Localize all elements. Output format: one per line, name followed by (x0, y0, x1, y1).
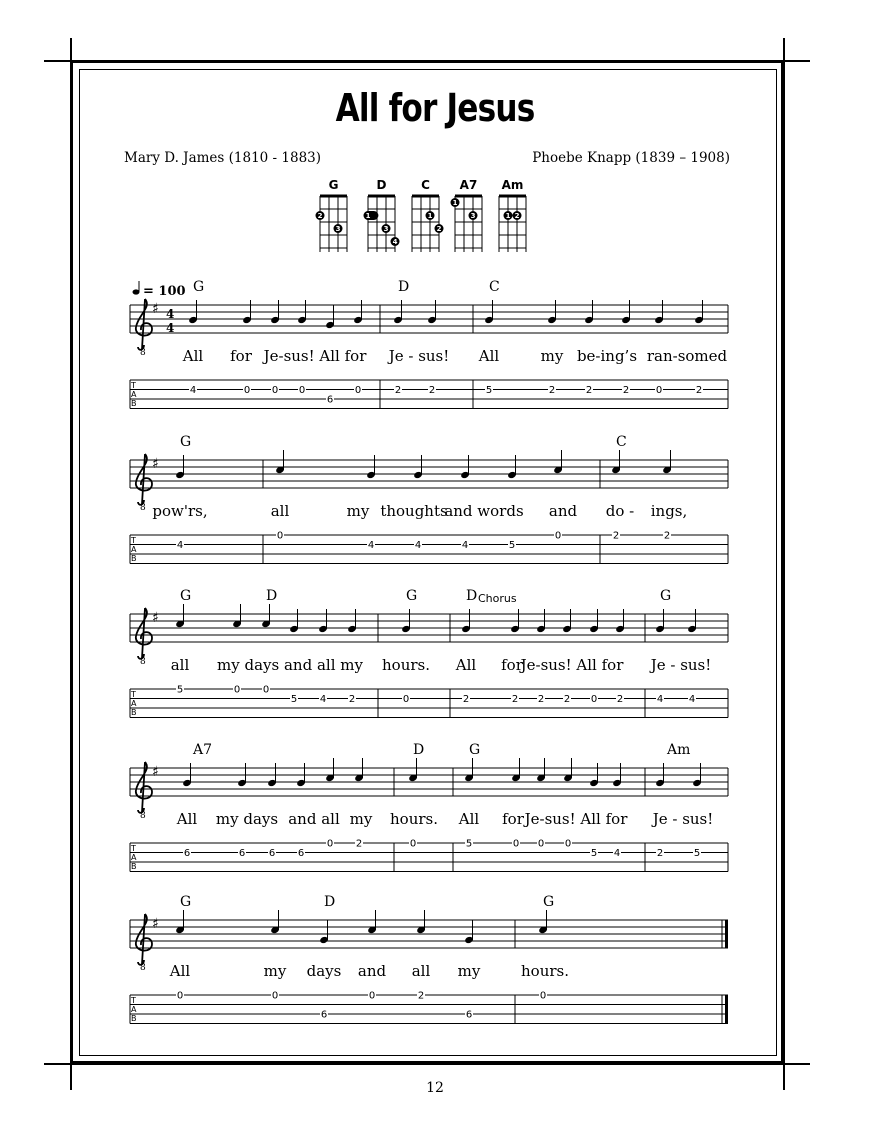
chord-symbol: G (406, 588, 418, 604)
key-signature-sharp: ♯ (152, 764, 159, 780)
tab-number: 2 (585, 385, 593, 396)
octave-8: 8 (140, 963, 146, 973)
tab-number: 0 (655, 385, 663, 396)
lyric-syllable: and (548, 502, 578, 520)
lyric-syllable: days (306, 962, 342, 980)
lyric-syllable: do - (605, 502, 635, 520)
chord-diagram-name: C (421, 178, 430, 192)
octave-8: 8 (140, 811, 146, 821)
chord-symbol: D (398, 279, 410, 295)
lyric-syllable: all (170, 656, 190, 674)
lyric-syllable: All (455, 656, 477, 674)
tab-number: 4 (189, 385, 197, 396)
treble-clef (136, 762, 152, 813)
lyricist-credit: Mary D. James (1810 - 1883) (124, 150, 322, 166)
tab-number: 6 (465, 1009, 473, 1021)
tab-number: 0 (243, 385, 251, 396)
chord-diagram-name: Am (501, 178, 524, 192)
tab-number: 0 (271, 990, 279, 1002)
tab-number: 4 (688, 694, 696, 705)
chord-symbol: D (466, 588, 478, 604)
tab-number: 2 (511, 694, 519, 705)
time-sig-bottom: 4 (166, 321, 175, 335)
diagram-finger-number: 1 (452, 199, 458, 207)
lyric-syllable: All (176, 810, 198, 828)
key-signature-sharp: ♯ (152, 610, 159, 626)
tab-number: 6 (183, 848, 191, 859)
lyric-syllable: and (357, 962, 387, 980)
chord-symbol: G (469, 742, 481, 758)
tab-number: 2 (616, 694, 624, 705)
tab-number: 0 (537, 838, 545, 850)
treble-clef (136, 454, 152, 505)
tab-number: 2 (417, 990, 425, 1002)
chord-diagram-name: A7 (459, 178, 478, 192)
diagram-finger-number: 2 (514, 212, 520, 220)
key-signature-sharp: ♯ (152, 916, 159, 932)
lyric-syllable: hours. (382, 656, 430, 674)
lyric-syllable: All (478, 347, 500, 365)
tab-number: 2 (394, 385, 402, 396)
lyric-syllable: my (349, 810, 373, 828)
tab-number: 0 (276, 530, 284, 542)
tab-clef-letter: B (131, 554, 137, 563)
tab-number: 0 (564, 838, 572, 850)
tab-number: 0 (271, 385, 279, 396)
tempo-note-head (133, 289, 140, 294)
tab-number: 4 (656, 694, 664, 705)
tab-number: 0 (554, 530, 562, 542)
tab-number: 4 (319, 694, 327, 705)
tab-number: 0 (409, 838, 417, 850)
chord-symbol: D (413, 742, 425, 758)
tab-clef-letter: A (131, 853, 137, 862)
tab-final-thick (725, 995, 728, 1024)
lyric-syllable: Je - sus! (650, 656, 712, 674)
chord-symbol: D (266, 588, 278, 604)
tab-number: 6 (268, 848, 276, 859)
treble-clef (136, 608, 152, 659)
song-title: All for Jesus (335, 86, 535, 130)
time-sig-top: 4 (166, 307, 175, 321)
tab-clef-letter: A (131, 390, 137, 399)
tab-number: 2 (355, 838, 363, 850)
chord-diagram-name: G (328, 178, 339, 192)
lyric-syllable: and all (288, 810, 340, 828)
lyric-syllable: Je - sus! (388, 347, 450, 365)
lyric-syllable: Je-sus! All for (524, 810, 628, 828)
tab-number: 6 (320, 1009, 328, 1021)
chord-symbol: D (324, 894, 336, 910)
page-number: 12 (426, 1080, 444, 1096)
tab-clef-letter: A (131, 545, 137, 554)
composer-credit: Phoebe Knapp (1839 – 1908) (532, 150, 730, 166)
diagram-finger-number: 3 (470, 212, 476, 220)
tab-number: 0 (176, 990, 184, 1002)
tab-number: 5 (693, 848, 701, 859)
octave-8: 8 (140, 348, 146, 358)
lyric-syllable: thoughts (380, 502, 448, 520)
lyric-syllable: for (502, 810, 524, 828)
treble-clef (136, 299, 152, 350)
tab-number: 4 (414, 540, 422, 551)
tab-clef-letter: T (131, 690, 136, 699)
diagram-finger-number: 1 (505, 212, 511, 220)
lyric-syllable: my (540, 347, 564, 365)
tab-number: 5 (176, 684, 184, 696)
tab-number: 2 (462, 694, 470, 705)
tab-number: 0 (402, 694, 410, 705)
tab-clef-letter: B (131, 1014, 137, 1023)
lyric-syllable: Je-sus! All for (263, 347, 367, 365)
tab-number: 2 (428, 385, 436, 396)
tab-number: 0 (539, 990, 547, 1002)
tab-number: 2 (537, 694, 545, 705)
tab-clef-letter: B (131, 862, 137, 871)
tab-number: 5 (485, 385, 493, 396)
lyric-syllable: be-ing’s (576, 347, 638, 365)
lyric-syllable: hours. (521, 962, 569, 980)
tab-number: 0 (298, 385, 306, 396)
tab-number: 5 (290, 694, 298, 705)
chord-symbol: G (660, 588, 672, 604)
lyric-syllable: pow'rs, (152, 502, 208, 520)
tab-number: 6 (297, 848, 305, 859)
chord-symbol: C (489, 279, 500, 295)
lyric-syllable: ran-somed (646, 347, 728, 365)
tab-clef-letter: T (131, 844, 136, 853)
tab-number: 0 (262, 684, 270, 696)
tab-clef-letter: B (131, 708, 137, 717)
key-signature-sharp: ♯ (152, 456, 159, 472)
tab-number: 2 (548, 385, 556, 396)
diagram-finger-number: 4 (392, 238, 398, 246)
tab-number: 4 (613, 848, 621, 859)
tab-clef-letter: T (131, 996, 136, 1005)
tab-clef-letter: A (131, 1005, 137, 1014)
lyric-syllable: for (230, 347, 252, 365)
final-barline-thick (725, 920, 728, 948)
lyric-syllable: Je - sus! (652, 810, 714, 828)
diagram-finger-number: 3 (335, 225, 341, 233)
tab-number: 0 (512, 838, 520, 850)
tab-number: 2 (656, 848, 664, 859)
diagram-finger-number: 2 (317, 212, 323, 220)
tab-number: 4 (461, 540, 469, 551)
diagram-finger-number: 2 (436, 225, 442, 233)
lyric-syllable: All (169, 962, 191, 980)
tab-number: 6 (238, 848, 246, 859)
octave-8: 8 (140, 657, 146, 667)
lyric-syllable: ings, (650, 502, 688, 520)
tab-clef-letter: T (131, 536, 136, 545)
lyric-syllable: for (501, 656, 523, 674)
lyric-syllable: all (411, 962, 431, 980)
key-signature-sharp: ♯ (152, 301, 159, 317)
tab-number: 2 (622, 385, 630, 396)
chord-symbol: G (180, 588, 192, 604)
lyric-syllable: my days (215, 810, 279, 828)
tab-number: 4 (367, 540, 375, 551)
chord-symbol: Am (667, 742, 691, 758)
tempo-marking: = 100 (143, 284, 186, 299)
chord-symbol: C (616, 434, 627, 450)
diagram-finger-number: 3 (383, 225, 389, 233)
chord-symbol: G (543, 894, 555, 910)
lyric-syllable: my (346, 502, 370, 520)
diagram-finger-number: 1 (365, 212, 371, 220)
lyric-syllable: hours. (390, 810, 438, 828)
chord-diagram-name: D (376, 178, 387, 192)
chord-symbol: A7 (193, 742, 213, 758)
tab-number: 0 (354, 385, 362, 396)
tab-clef-letter: T (131, 381, 136, 390)
lyric-syllable: my (457, 962, 481, 980)
tab-number: 2 (563, 694, 571, 705)
lyric-syllable: all (270, 502, 290, 520)
tab-number: 0 (368, 990, 376, 1002)
chord-symbol: G (193, 279, 205, 295)
octave-8: 8 (140, 503, 146, 513)
tab-number: 5 (508, 540, 516, 551)
lyric-syllable: and words (444, 502, 524, 520)
tab-number: 0 (326, 838, 334, 850)
lyric-syllable: All (182, 347, 204, 365)
tab-number: 5 (590, 848, 598, 859)
lyric-syllable: Je-sus! All for (520, 656, 624, 674)
tab-number: 2 (348, 694, 356, 705)
tab-clef-letter: A (131, 699, 137, 708)
tab-number: 0 (233, 684, 241, 696)
chord-symbol: G (180, 434, 192, 450)
tab-number: 2 (695, 385, 703, 396)
lyric-syllable: my days and all my (217, 656, 363, 674)
chord-symbol: G (180, 894, 192, 910)
lyric-syllable: my (263, 962, 287, 980)
tab-clef-letter: B (131, 399, 137, 408)
tab-number: 2 (663, 530, 671, 542)
chorus-label: Chorus (478, 592, 517, 605)
tab-number: 6 (326, 394, 334, 406)
tab-number: 4 (176, 540, 184, 551)
lyric-syllable: All (458, 810, 480, 828)
diagram-finger-number: 1 (427, 212, 433, 220)
tab-number: 0 (590, 694, 598, 705)
tab-number: 2 (612, 530, 620, 542)
treble-clef (136, 914, 152, 965)
tab-number: 5 (465, 838, 473, 850)
